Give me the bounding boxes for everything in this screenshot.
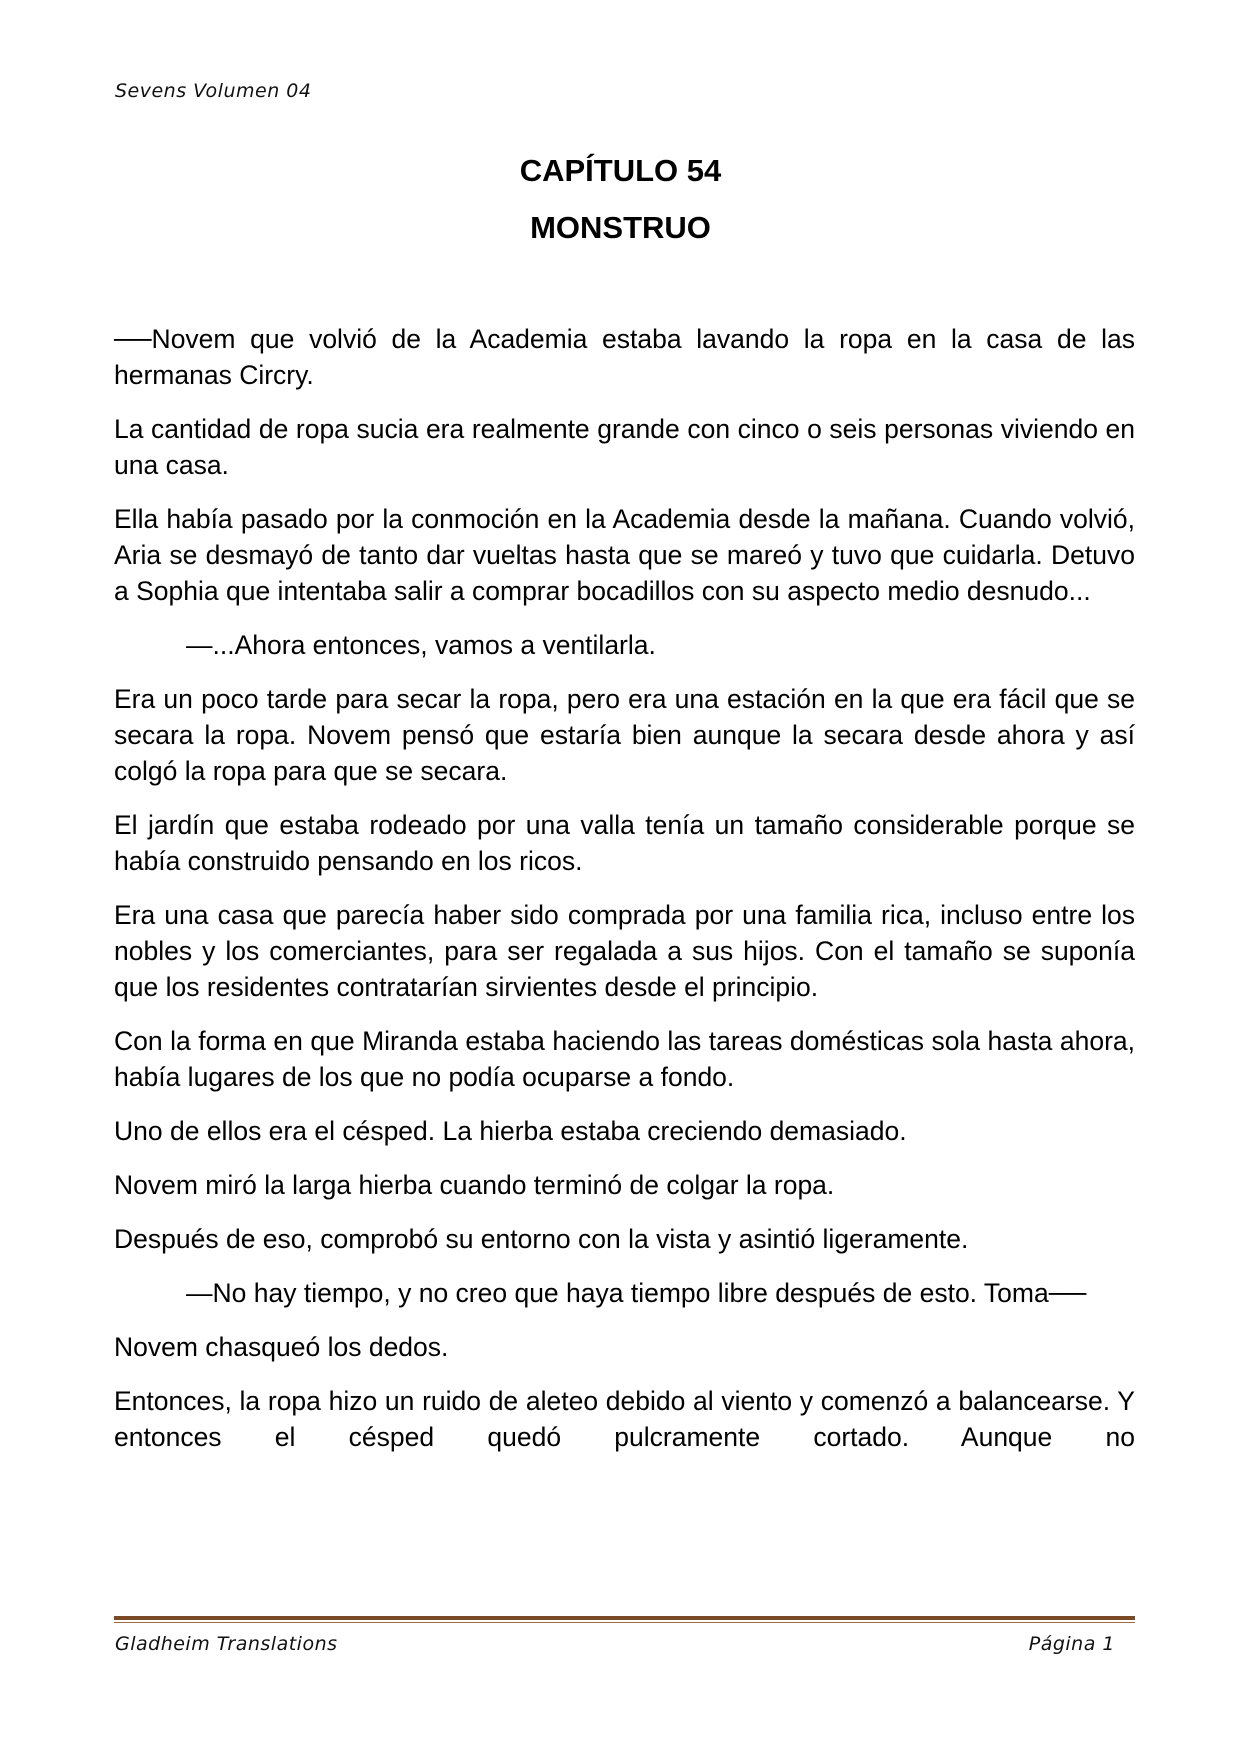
dialogue-paragraph: —No hay tiempo, y no creo que haya tiempo libre después de esto. Toma── [186, 1278, 1087, 1308]
paragraph: Después de eso, comprobó su entorno con la vista y asintió ligeramente. [114, 1224, 969, 1254]
paragraph: Entonces, la ropa hizo un ruido de aleteo debido al viento y comenzó a balancearse. Y entonces el césped quedó pulcramente cortado. Aunque no [114, 1386, 1135, 1452]
footer-publisher: Gladheim Translations [115, 1633, 338, 1655]
paragraph: ──Novem que volvió de la Academia estaba lavando la ropa en la casa de las hermanas Circry. [114, 324, 1135, 390]
paragraph: El jardín que estaba rodeado por una valla tenía un tamaño considerable porque se había construido pensando en los ricos. [114, 810, 1135, 876]
running-header-title: Sevens Volumen 04 [115, 80, 312, 102]
paragraph: Era un poco tarde para secar la ropa, pero era una estación en la que era fácil que se secara la ropa. Novem pensó que estaría bien aunque la secara desde ahora y así colgó la ropa para que se secara. [114, 684, 1135, 786]
body-text [114, 321, 1135, 1473]
paragraph: La cantidad de ropa sucia era realmente grande con cinco o seis personas viviendo en una casa. [114, 414, 1135, 480]
paragraph: Novem miró la larga hierba cuando terminó de colgar la ropa. [114, 1170, 835, 1200]
paragraph: Era una casa que parecía haber sido comprada por una familia rica, incluso entre los nobles y los comerciantes, para ser regalada a sus hijos. Con el tamaño se suponía que los residentes contratarían sirvientes desde el principio. [114, 900, 1135, 1002]
footer-rule [114, 1616, 1135, 1624]
paragraph: Con la forma en que Miranda estaba haciendo las tareas domésticas sola hasta ahora, había lugares de los que no podía ocuparse a fondo. [114, 1026, 1135, 1092]
paragraph: Novem chasqueó los dedos. [114, 1332, 449, 1362]
dialogue-paragraph: —...Ahora entonces, vamos a ventilarla. [186, 630, 656, 660]
paragraph: Ella había pasado por la conmoción en la Academia desde la mañana. Cuando volvió, Aria se desmayó de tanto dar vueltas hasta que se mareó y tuvo que cuidarla. Detuvo a Sophia que intentaba salir a comprar bocadillos con su aspecto medio desnudo... [114, 504, 1135, 606]
paragraph: Uno de ellos era el césped. La hierba estaba creciendo demasiado. [114, 1116, 907, 1146]
chapter-number: CAPÍTULO 54 [519, 153, 722, 188]
chapter-title: MONSTRUO [530, 210, 711, 245]
footer-page-number: Página 1 [1028, 1633, 1115, 1655]
footer-rule-thick [114, 1616, 1135, 1620]
footer-rule-thin [114, 1622, 1135, 1623]
